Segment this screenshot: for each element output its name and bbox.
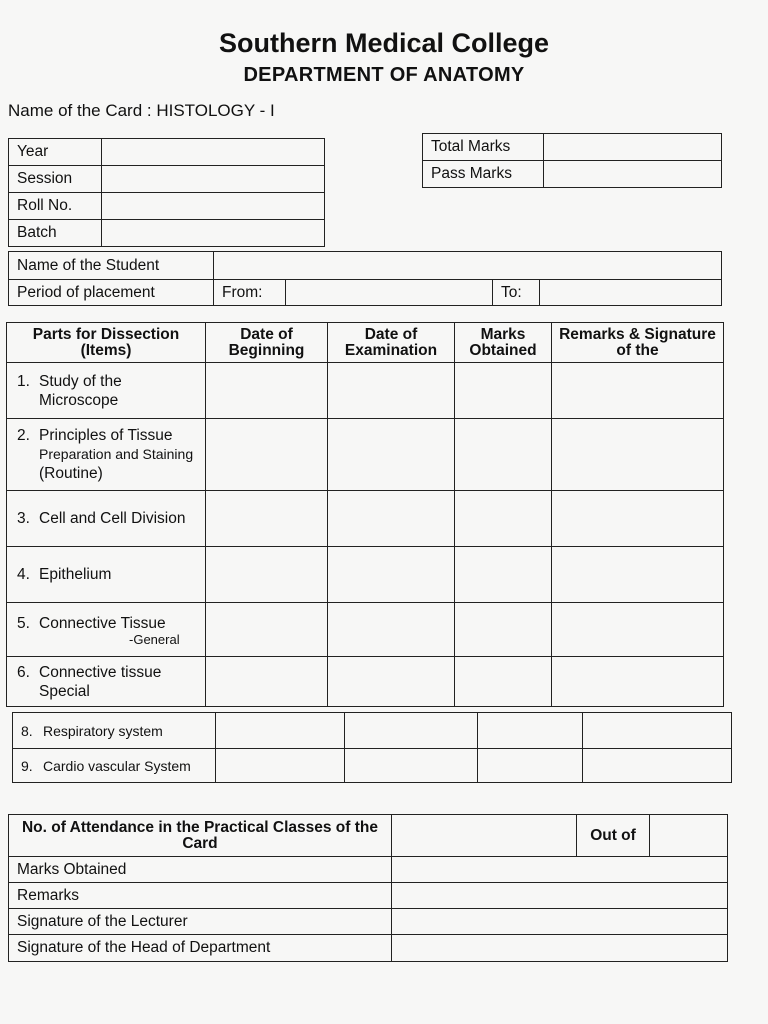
year-label: Year [9,139,102,166]
from-field[interactable] [286,280,493,306]
out-of-field[interactable] [650,815,728,857]
marks-cell[interactable] [455,603,552,657]
total-marks-label: Total Marks [423,134,544,161]
lecturer-signature-label: Signature of the Lecturer [9,909,392,935]
date-exam-cell[interactable] [328,363,455,419]
date-exam-cell[interactable] [328,419,455,491]
card-name: Name of the Card : HISTOLOGY - I [8,101,275,120]
col-marks-obtained: Marks Obtained [455,323,552,363]
date-beginning-cell[interactable] [206,657,328,707]
date-exam-cell[interactable] [328,547,455,603]
remarks-field[interactable] [392,883,728,909]
hod-signature-field[interactable] [392,935,728,962]
date-exam-cell[interactable] [328,657,455,707]
marks-cell[interactable] [455,657,552,707]
date-beginning-cell[interactable] [216,713,345,749]
attendance-table [8,814,728,962]
list-item: 5. Connective Tissue -General [7,603,206,657]
marks-obtained-field[interactable] [392,857,728,883]
list-item: 2. Principles of Tissue Preparation and Staining (Routine) [7,419,206,491]
date-beginning-cell[interactable] [216,749,345,783]
marks-cell[interactable] [478,713,583,749]
remarks-cell[interactable] [552,419,724,491]
college-title: Southern Medical College [218,28,550,58]
session-field[interactable] [102,166,325,193]
col-date-beginning: Date of Beginning [206,323,328,363]
dissection-table [6,322,724,707]
marks-cell[interactable] [478,749,583,783]
roll-field[interactable] [102,193,325,220]
lecturer-signature-field[interactable] [392,909,728,935]
remarks-cell[interactable] [583,713,732,749]
total-marks-field[interactable] [544,134,722,161]
hod-signature-label: Signature of the Head of Department [9,935,392,962]
batch-label: Batch [9,220,102,247]
period-label: Period of placement [9,280,214,306]
student-table [8,251,722,306]
list-item: 8. Respiratory system [13,713,216,749]
remarks-cell[interactable] [583,749,732,783]
list-item: 9. Cardio vascular System [13,749,216,783]
year-field[interactable] [102,139,325,166]
date-beginning-cell[interactable] [206,363,328,419]
date-beginning-cell[interactable] [206,419,328,491]
col-remarks: Remarks & Signature of the [552,323,724,363]
marks-cell[interactable] [455,363,552,419]
department-title: DEPARTMENT OF ANATOMY [243,64,525,86]
remarks-label: Remarks [9,883,392,909]
batch-field[interactable] [102,220,325,247]
attendance-header: No. of Attendance in the Practical Classes of the Card [9,815,392,857]
student-name-label: Name of the Student [9,252,214,280]
remarks-cell[interactable] [552,547,724,603]
remarks-cell[interactable] [552,363,724,419]
to-field[interactable] [540,280,722,306]
col-date-examination: Date of Examination [328,323,455,363]
list-item: 4. Epithelium [7,547,206,603]
date-exam-cell[interactable] [328,603,455,657]
roll-label: Roll No. [9,193,102,220]
pass-marks-label: Pass Marks [423,161,544,188]
attendance-field[interactable] [392,815,577,857]
marks-cell[interactable] [455,547,552,603]
date-beginning-cell[interactable] [206,547,328,603]
to-label: To: [493,280,540,306]
from-label: From: [214,280,286,306]
info-table-right [422,133,722,188]
pass-marks-field[interactable] [544,161,722,188]
remarks-cell[interactable] [552,603,724,657]
col-parts: Parts for Dissection (Items) [7,323,206,363]
date-exam-cell[interactable] [328,491,455,547]
student-name-field[interactable] [214,252,722,280]
list-item: 6. Connective tissue Special [7,657,206,707]
remarks-cell[interactable] [552,657,724,707]
out-of-label: Out of [577,815,650,857]
date-exam-cell[interactable] [345,749,478,783]
marks-obtained-label: Marks Obtained [9,857,392,883]
info-table-left [8,138,325,247]
extra-rows-table [12,712,732,783]
date-beginning-cell[interactable] [206,603,328,657]
marks-cell[interactable] [455,419,552,491]
marks-cell[interactable] [455,491,552,547]
session-label: Session [9,166,102,193]
date-exam-cell[interactable] [345,713,478,749]
list-item: 3. Cell and Cell Division [7,491,206,547]
remarks-cell[interactable] [552,491,724,547]
date-beginning-cell[interactable] [206,491,328,547]
list-item: 1. Study of the Microscope [7,363,206,419]
